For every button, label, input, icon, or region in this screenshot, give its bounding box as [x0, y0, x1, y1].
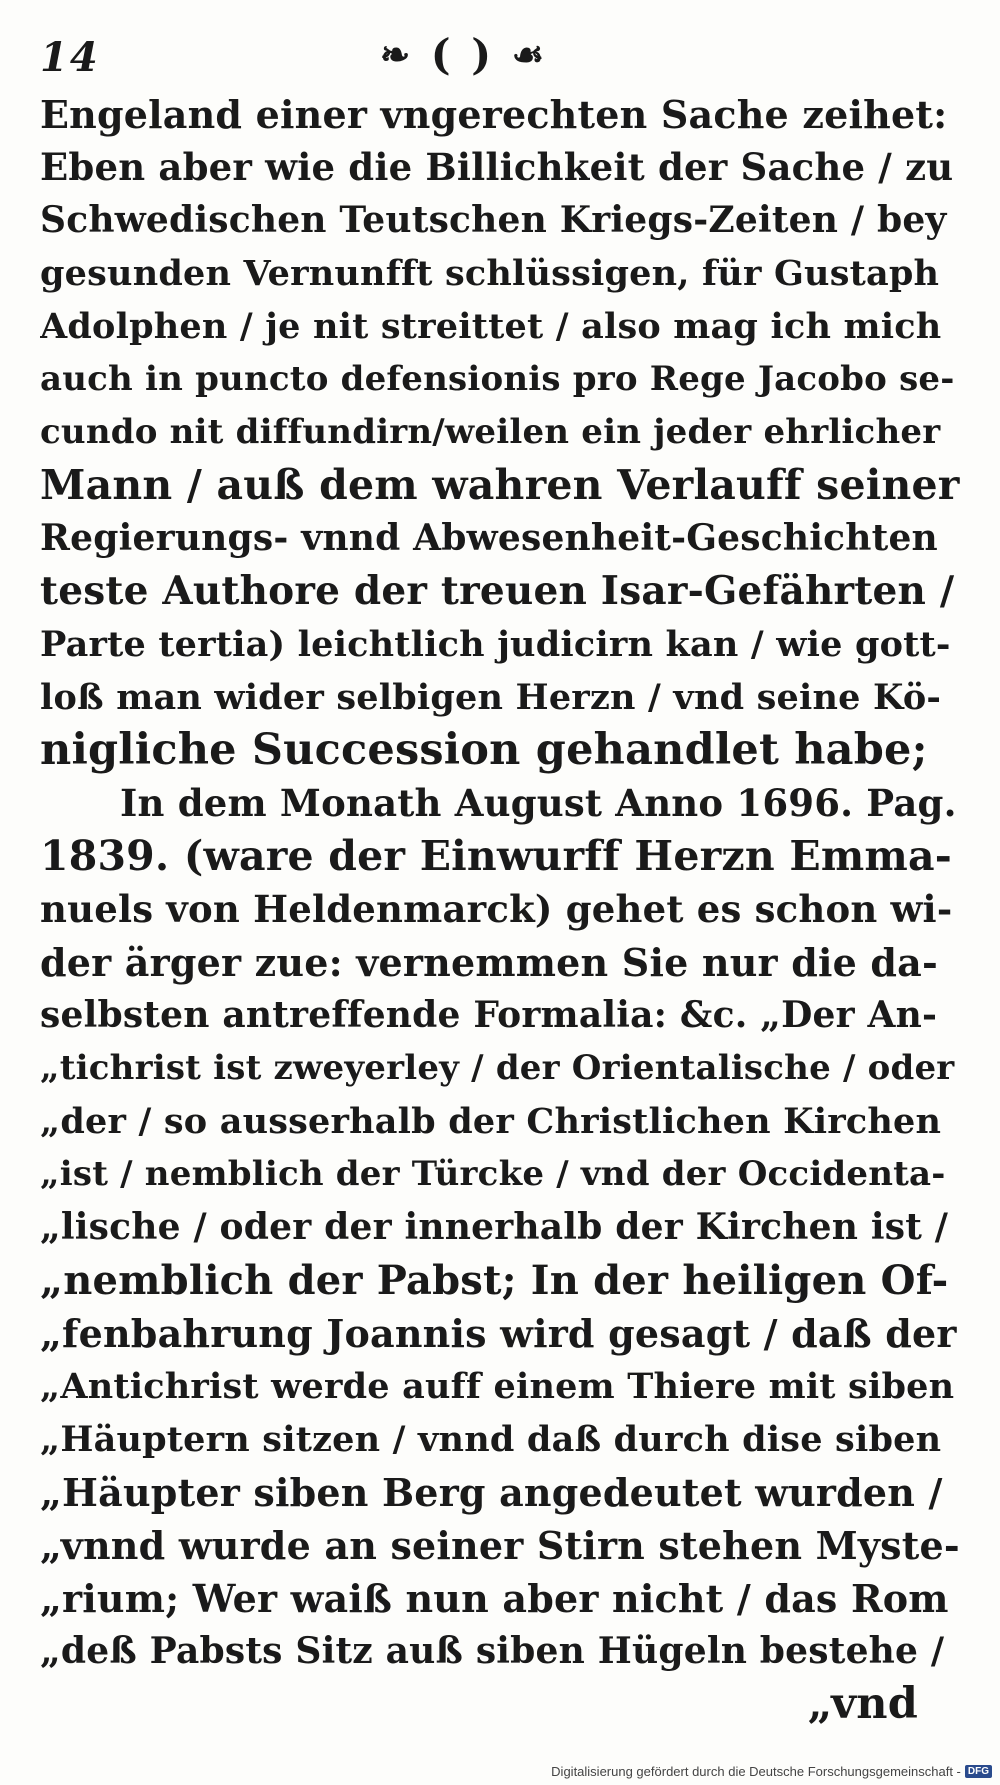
ornament-left-icon: ❧ [380, 34, 414, 76]
running-head [380, 30, 547, 79]
quoted-line: „rium; Wer waiß nun aber nicht / das Rom [40, 1576, 949, 1621]
digitization-note: Digitalisierung gefördert durch die Deutsche Forschungsgemeinschaft - [551, 1764, 961, 1779]
quoted-line: „ist / nemblich der Türcke / vnd der Occidenta- [40, 1154, 946, 1194]
text-line: Schwedischen Teutschen Kriegs-Zeiten / bey [40, 199, 947, 241]
quoted-line: „der / so ausserhalb der Christlichen Kirchen [40, 1101, 942, 1142]
quoted-line: „Antichrist werde auff einem Thiere mit siben [40, 1366, 955, 1407]
text-line: auch in puncto defensionis pro Rege Jacobo se- [40, 359, 955, 399]
text-line: teste Authore der treuen Isar-Gefährten / [40, 568, 955, 614]
quoted-line: „deß Pabsts Sitz auß siben Hügeln bestehe / [40, 1630, 945, 1672]
quoted-line: „Häuptern sitzen / vnnd daß durch dise siben [40, 1419, 942, 1460]
text-line: selbsten antreffende Formalia: &c. „Der An- [40, 994, 938, 1036]
text-line: Regierungs- vnnd Abwesenheit-Geschichten [40, 517, 938, 559]
quoted-line: „lische / oder der innerhalb der Kirchen ist / [40, 1206, 949, 1248]
dfg-logo: DFG [965, 1765, 992, 1778]
ornament-right-icon: ☙ [511, 34, 548, 76]
paragraph-start-line: In dem Monath August Anno 1696. Pag. [120, 781, 957, 825]
body-text [40, 88, 960, 1731]
digitization-footer [551, 1764, 992, 1779]
quoted-line: „vnnd wurde an seiner Stirn stehen Myste- [40, 1523, 960, 1568]
catchword-line: „vnd [807, 1679, 918, 1729]
page-number: 14 [40, 34, 100, 81]
text-line: nuels von Heldenmarck) gehet es schon wi- [40, 887, 953, 931]
text-line: Adolphen / je nit streittet / also mag ich mich [40, 306, 942, 347]
text-line: gesunden Vernunfft schlüssigen, für Gustaph [40, 253, 940, 294]
text-line: Mann / auß dem wahren Verlauff seiner [40, 461, 960, 509]
quoted-line: „Häupter siben Berg angedeutet wurden / [40, 1470, 943, 1515]
text-line: cundo nit diffundirn/weilen ein jeder ehrlicher [40, 412, 941, 452]
text-line: Engeland einer vngerechten Sache zeihet: [40, 92, 948, 137]
quoted-line: „nemblich der Pabst; In der heiligen Of- [40, 1257, 949, 1304]
text-line: Parte tertia) leichtlich judicirn kan / wie gott- [40, 624, 951, 665]
text-line: der ärger zue: vernemmen Sie nur die da- [40, 940, 938, 985]
running-head-text: ( ) [430, 30, 495, 79]
text-line: nigliche Succession gehandlet habe; [40, 725, 928, 775]
text-line: 1839. (ware der Einwurff Herzn Emma- [40, 832, 952, 880]
quoted-line: „tichrist ist zweyerley / der Orientalische / oder [40, 1048, 955, 1088]
text-line: loß man wider selbigen Herzn / vnd seine Kö- [40, 677, 942, 718]
quoted-line: „fenbahrung Joannis wird gesagt / daß der [40, 1311, 957, 1356]
text-line: Eben aber wie die Billichkeit der Sache / zu [40, 145, 954, 189]
